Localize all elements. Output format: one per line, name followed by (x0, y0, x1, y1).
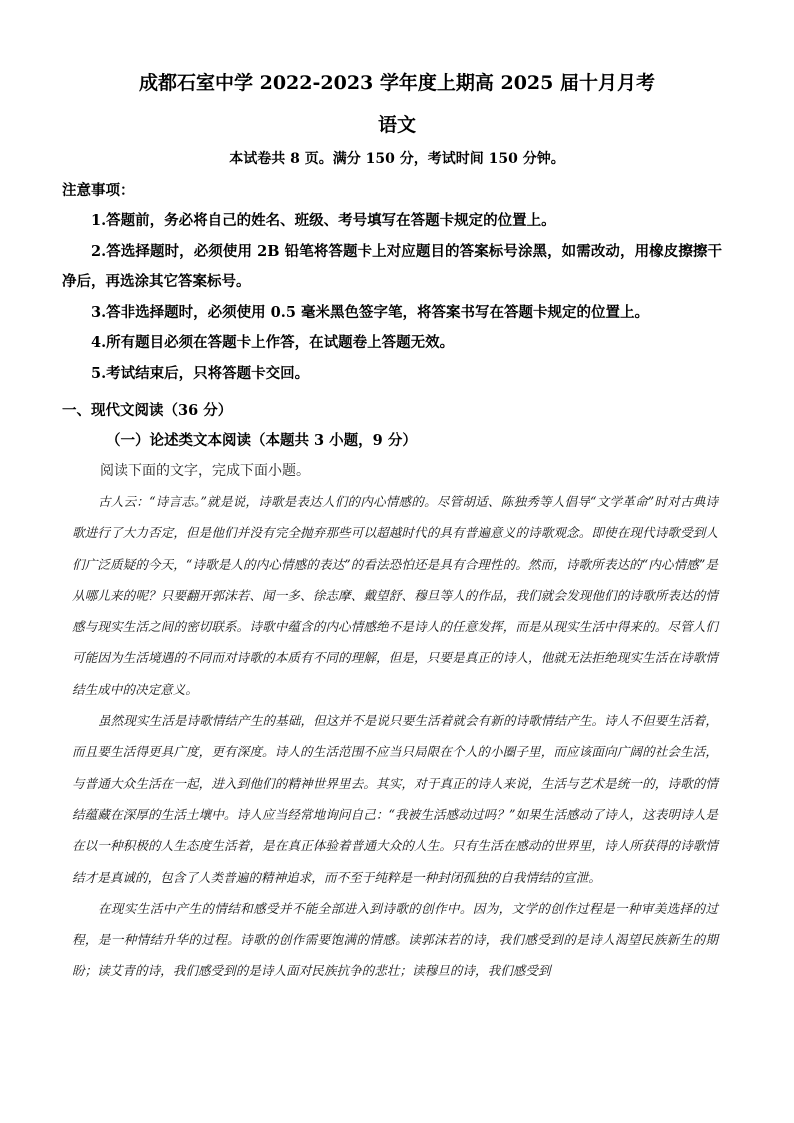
subject-title: 语文 (377, 114, 416, 136)
notes-title: 注意事项： (62, 182, 135, 199)
note-item: 4.所有题目必须在答题卡上作答，在试题卷上答题无效。 (91, 334, 455, 351)
note-item: 3.答非选择题时，必须使用 0.5 毫米黑色签字笔，将答案书写在答题卡规定的位置上。 (91, 303, 649, 321)
reading-instruction: 阅读下面的文字，完成下面小题。 (100, 463, 310, 479)
notes-block (62, 176, 722, 389)
note-item: 2.答选择题时，必须使用 2B 铅笔将答题卡上对应题目的答案标号涂黑，如需改动，用橡皮擦擦干净后，再选涂其它答案标号。 (62, 242, 722, 290)
passage-paragraph: 虽然现实生活是诗歌情结产生的基础，但这并不是说只要生活着就会有新的诗歌情结产生。诗人不但要生活着，而且要生活得更具广度，更有深度。诗人的生活范围不应当只局限在个人的小圈子里，而应该面向广阔的社会生活，与普通大众生活在一起，进入到他们的精神世界里去。其实，对于真正的诗人来说，生活与艺术是统一的，诗歌的情结蕴藏在深厚的生活土壤中。诗人应当经常地询问自己：“我被生活感动过吗？”如果生活感动了诗人，这表明诗人是在以一种积极的人生态度生活着，是在真正体验着普通大众的人生。只有生活在感动的世界里，诗人所获得的诗歌情结才是真诚的，包含了人类普遍的精神追求，而不至于纯粹是一种封闭孤独的自我情结的宣泄。 (72, 713, 718, 885)
note-item: 5.考试结束后，只将答题卡交回。 (91, 364, 310, 382)
passage-paragraph: 古人云：“诗言志。”就是说，诗歌是表达人们的内心情感的。尽管胡适、陈独秀等人倡导“文学革命”时对古典诗歌进行了大力否定，但是他们并没有完全抛弃那些可以超越时代的具有普遍意义的诗歌观念。即使在现代诗歌受到人们广泛质疑的今天，“诗歌是人的内心情感的表达”的看法恐怕还是具有合理性的。然而，诗歌所表达的“内心情感”是从哪儿来的呢？只要翻开郭沫若、闻一多、徐志摩、戴望舒、穆旦等人的作品，我们就会发现他们的诗歌所表达的情感与现实生活之间的密切联系。诗歌中蕴含的内心情感绝不是诗人的任意发挥，而是从现实生活中得来的。尽管人们可能因为生活境遇的不同而对诗歌的本质有不同的理解，但是，只要是真正的诗人，他就无法拒绝现实生活在诗歌情结生成中的决定意义。 (72, 494, 718, 697)
subsection-title: （一）论述类文本阅读（本题共 3 小题，9 分） (106, 432, 417, 449)
reading-passage (72, 486, 718, 987)
passage-paragraph: 在现实生活中产生的情结和感受并不能全部进入到诗歌的创作中。因为，文学的创作过程是一种审美选择的过程，是一种情结升华的过程。诗歌的创作需要饱满的情感。读郭沫若的诗，我们感受到的是诗人渴望民族新生的期盼；读艾青的诗，我们感受到的是诗人面对民族抗争的悲壮；读穆旦的诗，我们感受到 (72, 900, 718, 979)
note-item: 1.答题前，务必将自己的姓名、班级、考号填写在答题卡规定的位置上。 (91, 212, 556, 229)
exam-title: 成都石室中学 2022-2023 学年度上期高 2025 届十月月考 (139, 72, 655, 94)
section-title: 一、现代文阅读（36 分） (62, 402, 233, 419)
exam-info: 本试卷共 8 页。满分 150 分，考试时间 150 分钟。 (229, 151, 565, 167)
